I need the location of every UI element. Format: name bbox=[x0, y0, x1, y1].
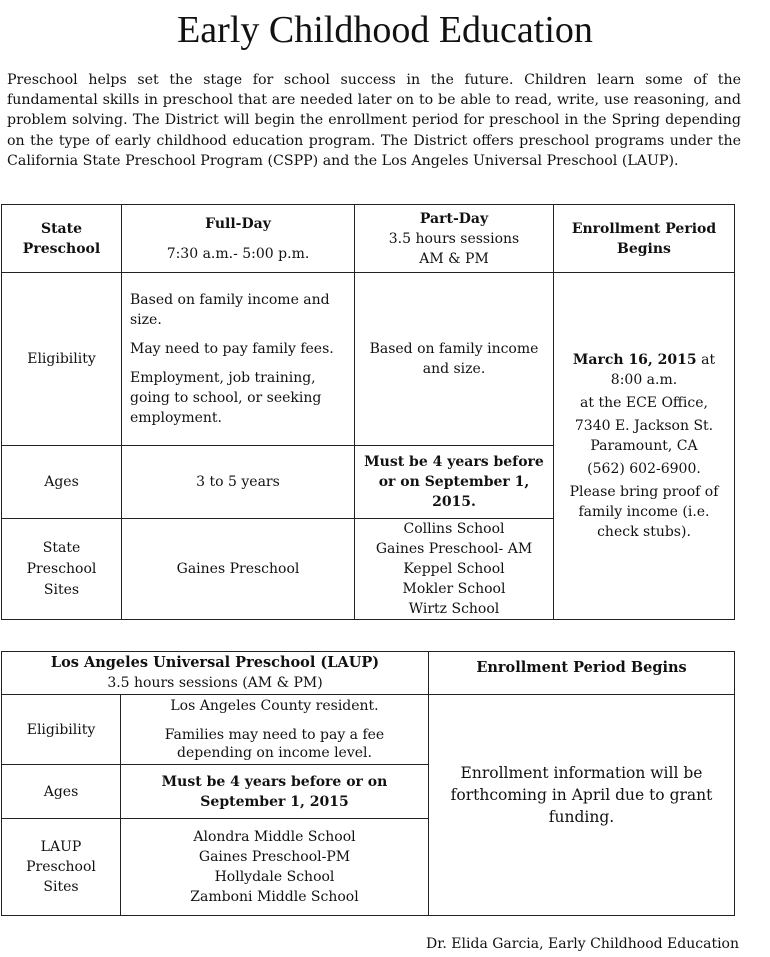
laup-table bbox=[1, 651, 735, 916]
sites-label: State Preschool Sites bbox=[2, 519, 122, 620]
laup-header: Los Angeles Universal Preschool (LAUP) 3.5 hours sessions (AM & PM) bbox=[2, 652, 429, 695]
laup-eligibility-label: Eligibility bbox=[2, 695, 121, 765]
laup-enrollment-header: Enrollment Period Begins bbox=[429, 652, 735, 695]
list-item: Keppel School bbox=[403, 561, 505, 577]
laup-ages: Must be 4 years before or on September 1, 2015 bbox=[121, 765, 429, 819]
laup-enrollment-info: Enrollment information will be forthcoming in April due to grant funding. bbox=[429, 695, 735, 916]
enrollment-period-header: Enrollment Period Begins bbox=[554, 205, 735, 273]
part-day-eligibility: Based on family income and size. bbox=[355, 273, 554, 446]
laup-header-row bbox=[2, 652, 735, 695]
part-day-sites bbox=[355, 519, 554, 620]
laup-eligibility: Los Angeles County resident. Families may need to pay a fee depending on income level. bbox=[121, 695, 429, 765]
part-day-ages: Must be 4 years before or on September 1, 2015. bbox=[355, 446, 554, 519]
list-item: Hollydale School bbox=[214, 869, 335, 885]
footer-credit: Dr. Elida Garcia, Early Childhood Education bbox=[426, 936, 739, 952]
laup-eligibility-row bbox=[2, 695, 735, 765]
state-enrollment-details: March 16, 2015 at 8:00 a.m. at the ECE Office, 7340 E. Jackson St. Paramount, CA (562) 602-6900. Please bring proof of family income (i.e. check stubs). bbox=[554, 273, 735, 620]
list-item: Alondra Middle School bbox=[193, 829, 356, 845]
part-day-header: Part-Day 3.5 hours sessions AM & PM bbox=[355, 205, 554, 273]
eligibility-row bbox=[2, 273, 735, 446]
state-preschool-table bbox=[1, 204, 735, 620]
laup-sites bbox=[121, 819, 429, 916]
list-item: Zamboni Middle School bbox=[190, 889, 359, 905]
state-preschool-header: State Preschool bbox=[2, 205, 122, 273]
laup-sites-label: LAUP Preschool Sites bbox=[2, 819, 121, 916]
eligibility-label: Eligibility bbox=[2, 273, 122, 446]
full-day-header: Full-Day 7:30 a.m.- 5:00 p.m. bbox=[122, 205, 355, 273]
intro-paragraph: Preschool helps set the stage for school success in the future. Children learn some of the fundamental skills in preschool that are needed later on to be able to read, write, use reasoning, and problem solving. The District will begin the enrollment period for preschool in the Spring depending on the type of early childhood education program. The District offers preschool programs under the California State Preschool Program (CSPP) and the Los Angeles Universal Preschool (LAUP). bbox=[7, 72, 741, 169]
full-day-sites: Gaines Preschool bbox=[122, 519, 355, 620]
laup-ages-label: Ages bbox=[2, 765, 121, 819]
list-item: Wirtz School bbox=[408, 601, 500, 617]
list-item: Gaines Preschool- AM bbox=[375, 541, 533, 557]
ages-label: Ages bbox=[2, 446, 122, 519]
state-header-row bbox=[2, 205, 735, 273]
page-title: Early Childhood Education bbox=[177, 9, 593, 51]
list-item: Mokler School bbox=[402, 581, 506, 597]
list-item: Gaines Preschool-PM bbox=[198, 849, 351, 865]
full-day-ages: 3 to 5 years bbox=[122, 446, 355, 519]
list-item: Collins School bbox=[403, 521, 505, 537]
full-day-eligibility: Based on family income and size. May need to pay family fees. Employment, job training, going to school, or seeking employment. bbox=[122, 273, 355, 446]
